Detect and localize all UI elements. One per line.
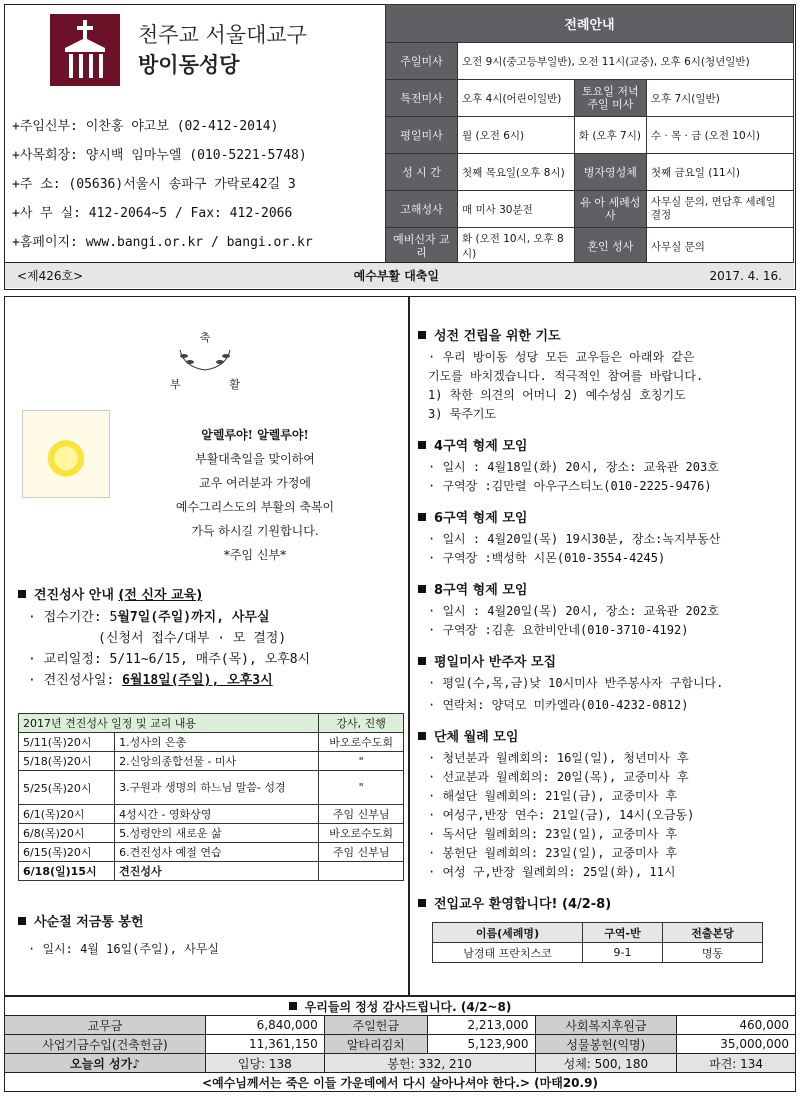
easter-greeting [145, 423, 365, 567]
square-bullet-icon [18, 590, 26, 598]
notice-title: 4구역 형제 모임 [418, 436, 793, 458]
confession-value: 매 미사 30분전 [458, 191, 575, 228]
offering-line: · 일시: 4월 16일(주일), 사무실 [28, 942, 220, 956]
table-row: 교무금 6,840,000 주일헌금 2,213,000 사회복지후원금 460,000 [5, 1016, 796, 1035]
square-bullet-icon [418, 441, 426, 449]
table-row: 6/15(목)20시 6.견진성사 예절 연습 주임 신부님 [19, 843, 404, 862]
square-bullet-icon [18, 917, 26, 925]
newcomer-title: 전입교우 환영합니다! (4/2-8) [418, 894, 793, 916]
newcomer-table: 이름(세례명) 구역-반 전출본당 남경태 프란치스코 9-1 명동 [432, 922, 763, 963]
square-bullet-icon [418, 732, 426, 740]
laurel-icon [170, 346, 240, 372]
chick-illustration [22, 410, 110, 498]
square-bullet-icon [418, 513, 426, 521]
sunday-value: 오전 9시(중고등부일반), 오전 11시(교중), 오후 6시(청년일반) [458, 43, 794, 80]
hymn-row: 오늘의 성가♪ 입당: 138 봉헌: 332, 210 성체: 500, 180 파견: 134 [5, 1054, 796, 1073]
confirmation-period: · 접수기간: 5월7일(주일)까지, 사무실 [28, 610, 270, 625]
liturgy-schedule [385, 4, 794, 265]
table-row: 6/8(목)20시 5.성령안의 새로운 삶 바오로수도회 [19, 824, 404, 843]
contact-list [12, 112, 313, 257]
column-divider [408, 296, 410, 996]
table-row: 5/18(목)20시 2.신앙의종합선물 - 미사 " [19, 752, 404, 771]
notice-section: 8구역 형제 모임 · 일시 : 4월20일(목) 20시, 장소: 교육관 202호 · 구역장 :김훈 요한비안네(010-3710-4192) [418, 580, 793, 640]
table-row: 6/1(목)20시 4성시간 - 영화상영 주임 신부님 [19, 805, 404, 824]
confirmation-section [18, 585, 398, 691]
table-row: 6/18(일)15시 견진성사 [19, 862, 404, 881]
notice-section: 6구역 형제 모임 · 일시 : 4월20일(목) 19시30분, 장소:녹지부동산 · 구역장 :백성학 시몬(010-3554-4245) [418, 508, 793, 568]
greeting-line: 가득 하시길 기원합니다. [191, 524, 319, 538]
confirmation-title-text: 견진성사 안내 [34, 588, 114, 603]
conf-head-topic: 2017년 견진성사 일정 및 교리 내용 [19, 714, 319, 733]
square-bullet-icon [418, 657, 426, 665]
offering-title: 사순절 저금통 봉헌 [18, 912, 398, 934]
greeting-line: 교우 여러분과 가정에 [199, 476, 311, 490]
notice-title: 성전 건립을 위한 기도 [418, 326, 793, 348]
table-row: 남경태 프란치스코 9-1 명동 [433, 943, 763, 963]
greeting-line: 예수그리스도의 부활의 축복이 [175, 500, 335, 514]
wreath-top-char: 축 [199, 331, 211, 344]
contact-homepage[interactable]: +홈페이지: www.bangi.or.kr / bangi.or.kr [12, 235, 313, 250]
confirmation-date: · 견진성사일: 6월18일(주일), 오후3시 [28, 673, 273, 688]
catechumen-value: 화 (오전 10시, 오후 8시) [458, 228, 575, 265]
special-value: 오후 4시(어린이일반) [458, 80, 575, 117]
contact-office: +사 무 실: 412-2064~5 / Fax: 412-2066 [12, 206, 293, 221]
confirmation-note: (신청서 접수/대부 · 모 결정) [98, 631, 287, 646]
greeting-line: 알렐루야! 알렐루야! [201, 428, 309, 442]
parish-line1: 천주교 서울대교구 [138, 23, 307, 47]
confirmation-class-schedule: · 교리일정: 5/11~6/15, 매주(목), 오후8시 [28, 652, 311, 667]
saturday-label: 토요일 저녁 주일 미사 [574, 80, 646, 117]
lent-offering-section [18, 912, 398, 959]
finance-table [4, 996, 796, 1092]
square-bullet-icon [289, 1002, 297, 1010]
wreath-right-char: 활 [229, 378, 240, 391]
parish-logo [50, 14, 120, 86]
weekday-wtf: 수 · 목 · 금 (오전 10시) [646, 117, 793, 154]
notices-column [418, 326, 793, 975]
gospel-quote: <예수님께서는 죽은 이들 가운데에서 다시 살아나셔야 한다.> (마태20.9) [5, 1073, 796, 1092]
greeting-line: 부활대축일을 맞이하여 [195, 452, 315, 466]
confirmation-title-tag: (전 신자 교육) [118, 588, 203, 603]
square-bullet-icon [418, 331, 426, 339]
anointing-value: 첫째 금요일 (11시) [646, 154, 793, 191]
notice-title: 6구역 형제 모임 [418, 508, 793, 530]
saturday-value: 오후 7시(일반) [646, 80, 793, 117]
catechumen-label: 예비신자 교 리 [386, 228, 458, 265]
square-bullet-icon [418, 899, 426, 907]
confession-label: 고해성사 [386, 191, 458, 228]
schedule-title: 전례안내 [386, 5, 794, 43]
weekday-tue: 화 (오후 7시) [574, 117, 646, 154]
square-bullet-icon [418, 585, 426, 593]
wedding-value: 사무실 문의 [646, 228, 793, 265]
parish-line2: 방이동성당 [138, 52, 240, 77]
notice-title: 평일미사 반주자 모집 [418, 652, 793, 674]
holyhour-value: 첫째 목요일(오후 8시) [458, 154, 575, 191]
greeting-signature: *주임 신부* [223, 548, 287, 562]
notice-section: 4구역 형제 모임 · 일시 : 4월18일(화) 20시, 장소: 교육관 203호 · 구역장 :김만렬 아우구스티노(010-2225-9476) [418, 436, 793, 496]
infant-baptism-label: 유 아 세례성사 [574, 191, 646, 228]
newcomer-section [418, 894, 793, 963]
notice-section: 단체 월례 모임 · 청년분과 월례회의: 16일(일), 청년미사 후 · 선교분과 월례회의: 20일(목), 교중미사 후 · 해설단 월례회의: 21일(금), 교중미사 후 · 여성구,반장 연수: 21일(금), 14시(오금동) · 독서단 월례회의: 23일(일), 교중미사 후 · 봉헌단 월례회의: 23일(일), 교중미사 후 · 여성 구,반장 월례회의: 25일(화), 11시 [418, 727, 793, 882]
table-row: 5/25(목)20시 3.구원과 생명의 하느님 말씀- 성경 " [19, 771, 404, 805]
contact-council: +사목회장: 양시백 임마누엘 (010-5221-5748) [12, 148, 307, 163]
wreath-left-char: 부 [170, 378, 181, 391]
weekday-mon: 월 (오전 6시) [458, 117, 575, 154]
conf-head-lead: 강사, 진행 [319, 714, 404, 733]
notice-section: 평일미사 반주자 모집 · 평일(수,목,금)낮 10시미사 반주봉사자 구합니다. · 연락처: 양덕모 미카엘라(010-4232-0812) [418, 652, 793, 715]
table-row: 사업기금수입(건축헌금) 11,361,150 알타리김치 5,123,900 성물봉헌(익명) 35,000,000 [5, 1035, 796, 1054]
contact-address: +주 소: (05636)서울시 송파구 가락로42길 3 [12, 177, 296, 192]
infant-baptism-value: 사무실 문의, 면담후 세례일 결정 [646, 191, 793, 228]
issue-number: <제426호> [17, 269, 84, 283]
wedding-label: 혼인 성사 [574, 228, 646, 265]
contact-pastor: +주임신부: 이찬홍 야고보 (02-412-2014) [12, 119, 279, 134]
anointing-label: 병자영성체 [574, 154, 646, 191]
sunday-label: 주일미사 [386, 43, 458, 80]
issue-strip [5, 262, 794, 288]
confirmation-title [18, 585, 398, 607]
issue-date: 2017. 4. 16. [709, 268, 782, 283]
table-row: 5/11(목)20시 1.성사의 은총 바오로수도회 [19, 733, 404, 752]
feast-title: 예수부활 대축일 [353, 269, 439, 283]
notice-title: 단체 월례 모임 [418, 727, 793, 749]
notice-section: 성전 건립을 위한 기도 · 우리 방이동 성당 모든 교우들은 아래와 같은 기도를 바치겠습니다. 적극적인 참여를 바랍니다. 1) 착한 의견의 어머니 2) 예수성심 호칭기도 3) 묵주기도 [418, 326, 793, 424]
notice-title: 8구역 형제 모임 [418, 580, 793, 602]
parish-name [138, 20, 307, 80]
weekday-label: 평일미사 [386, 117, 458, 154]
finance-title: 우리들의 정성 감사드립니다. (4/2~8) [5, 997, 796, 1016]
holyhour-label: 성 시 간 [386, 154, 458, 191]
laurel-wreath [170, 330, 240, 393]
special-label: 특전미사 [386, 80, 458, 117]
confirmation-table [18, 713, 404, 881]
